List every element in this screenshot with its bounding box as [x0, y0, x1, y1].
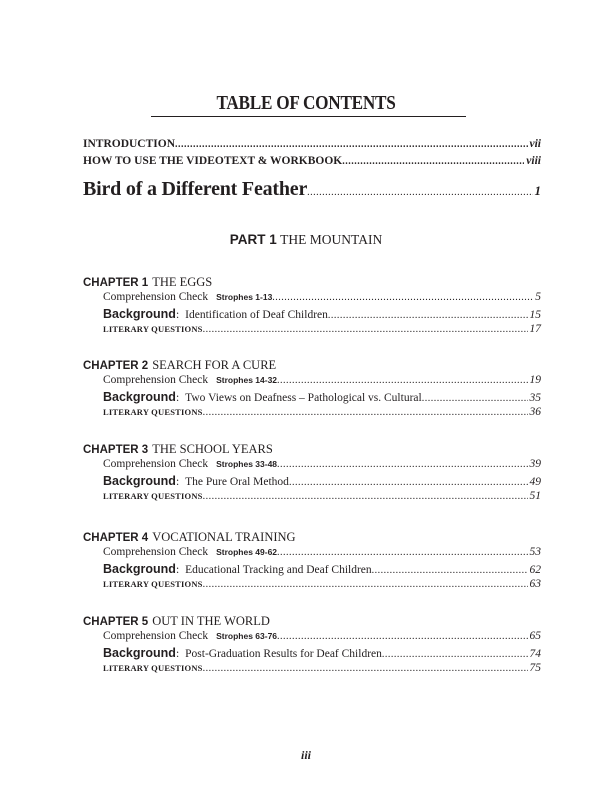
part-title: THE MOUNTAIN — [280, 232, 383, 247]
entry-page: 51 — [529, 490, 541, 502]
entry-label: Comprehension Check — [103, 546, 209, 558]
dot-leader — [277, 631, 527, 642]
part-number: PART 1 — [229, 232, 277, 247]
entry-label: Comprehension Check — [103, 291, 209, 303]
dot-leader — [272, 292, 533, 303]
dot-leader — [277, 375, 527, 386]
background-colon: : — [175, 648, 180, 660]
entry-label: LITERARY QUESTIONS — [103, 324, 203, 334]
entry-label: HOW TO USE THE VIDEOTEXT & WORKBOOK — [83, 155, 343, 167]
dot-leader — [372, 565, 528, 576]
entry-label: Comprehension Check — [103, 458, 209, 470]
strophes-range: Strophes 63-76 — [216, 631, 278, 641]
toc-entry-comprehension[interactable] — [103, 458, 541, 470]
dot-leader — [307, 187, 532, 198]
entry-label: Identification of Deaf Children — [185, 309, 328, 321]
entry-label: The Pure Oral Method — [185, 476, 289, 488]
background-keyword: Background — [103, 474, 176, 488]
dot-leader — [342, 156, 524, 167]
dot-leader — [203, 324, 528, 335]
entry-page: 63 — [529, 578, 541, 590]
toc-entry-bird[interactable] — [83, 178, 541, 201]
dot-leader — [203, 663, 528, 674]
toc-entry-literary[interactable] — [103, 323, 541, 335]
toc-entry-literary[interactable] — [103, 490, 541, 502]
toc-entry-background[interactable] — [103, 562, 541, 576]
dot-leader — [277, 547, 527, 558]
toc-entry-comprehension[interactable] — [103, 546, 541, 558]
entry-page: 5 — [535, 291, 541, 303]
entry-page: 65 — [529, 630, 541, 642]
entry-label: LITERARY QUESTIONS — [103, 579, 203, 589]
dot-leader — [328, 310, 528, 321]
chapter-heading[interactable] — [83, 275, 212, 290]
toc-entry-literary[interactable] — [103, 662, 541, 674]
dot-leader — [422, 393, 528, 404]
chapter-heading[interactable] — [83, 358, 276, 373]
entry-label: Comprehension Check — [103, 374, 209, 386]
part-heading — [0, 232, 612, 248]
entry-label: Two Views on Deafness – Pathological vs. Cultural — [185, 392, 422, 404]
toc-entry-literary[interactable] — [103, 406, 541, 418]
strophes-range: Strophes 14-32 — [216, 375, 278, 385]
dot-leader — [175, 139, 527, 150]
toc-entry-background[interactable] — [103, 390, 541, 404]
chapter-number: CHAPTER 2 — [83, 360, 149, 372]
entry-label: Bird of a Different Feather — [83, 178, 308, 200]
toc-entry-introduction[interactable] — [83, 138, 541, 150]
dot-leader — [289, 477, 528, 488]
dot-leader — [203, 407, 528, 418]
entry-page: 17 — [529, 323, 541, 335]
chapter-title: VOCATIONAL TRAINING — [152, 530, 296, 544]
chapter-number: CHAPTER 4 — [83, 532, 149, 544]
entry-label: LITERARY QUESTIONS — [103, 407, 203, 417]
background-keyword: Background — [103, 562, 176, 576]
entry-label: LITERARY QUESTIONS — [103, 663, 203, 673]
entry-page: 53 — [529, 546, 541, 558]
toc-title: TABLE OF CONTENTS — [216, 92, 396, 114]
toc-entry-background[interactable] — [103, 646, 541, 660]
title-underline — [151, 116, 466, 117]
chapter-heading[interactable] — [83, 614, 270, 629]
entry-label: LITERARY QUESTIONS — [103, 491, 203, 501]
entry-page: 1 — [534, 183, 541, 198]
entry-page: viii — [526, 155, 541, 167]
entry-label: Comprehension Check — [103, 630, 209, 642]
background-colon: : — [175, 309, 180, 321]
chapter-title: THE SCHOOL YEARS — [152, 442, 273, 456]
entry-page: 62 — [529, 564, 541, 576]
entry-label: Educational Tracking and Deaf Children — [185, 564, 372, 576]
toc-entry-comprehension[interactable] — [103, 374, 541, 386]
background-keyword: Background — [103, 390, 176, 404]
entry-page: 39 — [529, 458, 541, 470]
chapter-number: CHAPTER 5 — [83, 616, 149, 628]
strophes-range: Strophes 49-62 — [216, 547, 278, 557]
chapter-heading[interactable] — [83, 530, 296, 545]
chapter-number: CHAPTER 3 — [83, 444, 149, 456]
dot-leader — [277, 459, 527, 470]
chapter-heading[interactable] — [83, 442, 273, 457]
strophes-range: Strophes 1-13 — [216, 292, 273, 302]
dot-leader — [203, 579, 528, 590]
toc-entry-how-to-use[interactable] — [83, 155, 541, 167]
entry-page: vii — [529, 138, 541, 150]
background-keyword: Background — [103, 646, 176, 660]
page-number: iii — [300, 748, 311, 762]
strophes-range: Strophes 33-48 — [216, 459, 278, 469]
chapter-title: THE EGGS — [152, 275, 213, 289]
chapter-title: SEARCH FOR A CURE — [152, 358, 277, 372]
entry-page: 74 — [529, 648, 541, 660]
entry-page: 49 — [529, 476, 541, 488]
toc-entry-literary[interactable] — [103, 578, 541, 590]
background-colon: : — [175, 564, 180, 576]
dot-leader — [203, 491, 528, 502]
entry-page: 36 — [529, 406, 541, 418]
entry-page: 15 — [529, 309, 541, 321]
toc-entry-comprehension[interactable] — [103, 291, 541, 303]
dot-leader — [382, 649, 528, 660]
toc-entry-comprehension[interactable] — [103, 630, 541, 642]
background-colon: : — [175, 476, 180, 488]
entry-page: 19 — [529, 374, 541, 386]
toc-entry-background[interactable] — [103, 307, 541, 321]
background-colon: : — [175, 392, 180, 404]
entry-label: Post-Graduation Results for Deaf Children — [185, 648, 382, 660]
chapter-title: OUT IN THE WORLD — [152, 614, 270, 628]
background-keyword: Background — [103, 307, 176, 321]
entry-page: 35 — [529, 392, 541, 404]
entry-label: INTRODUCTION — [83, 138, 176, 150]
chapter-number: CHAPTER 1 — [83, 277, 149, 289]
entry-page: 75 — [529, 662, 541, 674]
toc-entry-background[interactable] — [103, 474, 541, 488]
